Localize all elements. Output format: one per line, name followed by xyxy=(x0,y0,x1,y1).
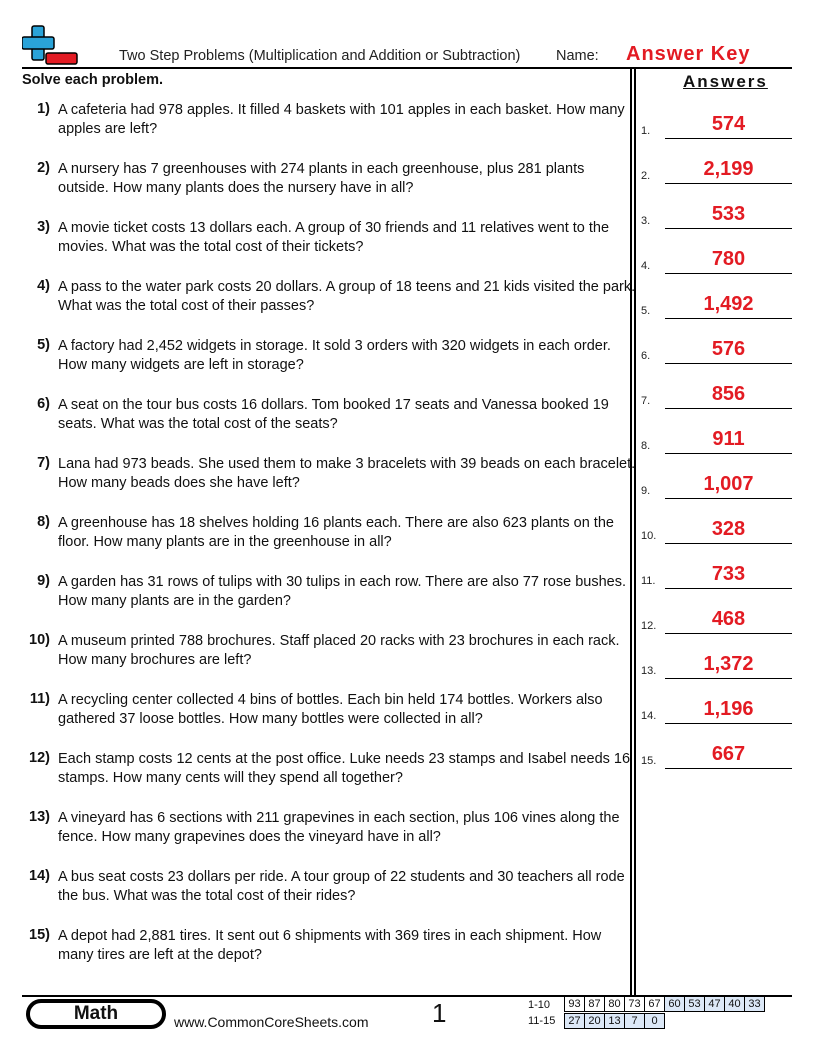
answer-number: 15. xyxy=(641,755,657,767)
answer-value: 468 xyxy=(711,608,746,630)
answer-number: 7. xyxy=(641,395,651,407)
problem-item xyxy=(22,396,632,446)
problem-number: 3) xyxy=(37,219,50,235)
score-table xyxy=(528,997,765,1029)
score-cell: 53 xyxy=(684,996,705,1012)
problem-text: A factory had 2,452 widgets in storage. It sold 3 orders with 320 widgets in each order. How many widgets are left in storage? xyxy=(58,338,611,373)
answers-heading: Answers xyxy=(683,72,768,91)
problem-text: A movie ticket costs 13 dollars each. A group of 30 friends and 11 relatives went to the movies. What was the total cost of their tickets? xyxy=(58,220,610,255)
problem-text: A greenhouse has 18 shelves holding 16 plants each. There are also 623 plants on the floor. How many plants are in the greenhouse in all? xyxy=(58,515,614,550)
answer-value: 328 xyxy=(711,518,746,540)
answer-value: 911 xyxy=(712,428,745,450)
answer-line xyxy=(665,633,792,634)
problem-number: 11) xyxy=(29,691,50,707)
answer-value: 1,372 xyxy=(703,653,754,675)
score-cell: 93 xyxy=(564,996,585,1012)
problem-number: 14) xyxy=(29,868,50,884)
score-cell: 80 xyxy=(604,996,625,1012)
problem-text: A recycling center collected 4 bins of bottles. Each bin held 174 bottles. Workers also gathered 37 loose bottles. How many bottles were collected in all? xyxy=(58,692,603,727)
answer-item xyxy=(641,469,793,499)
answer-value: 733 xyxy=(711,563,746,585)
problem-number: 8) xyxy=(37,514,50,530)
problem-number: 2) xyxy=(37,160,50,176)
answer-item xyxy=(641,109,793,139)
answer-number: 6. xyxy=(641,350,651,362)
score-range-label: 11-15 xyxy=(528,1015,556,1027)
answer-number: 11. xyxy=(641,575,656,587)
score-cell: 67 xyxy=(644,996,665,1012)
problem-item xyxy=(22,101,632,151)
score-cell: 73 xyxy=(624,996,645,1012)
answer-number: 9. xyxy=(641,485,651,497)
subject-badge xyxy=(26,999,166,1029)
subject-label: Math xyxy=(73,1003,119,1024)
answer-item xyxy=(641,514,793,544)
answer-line xyxy=(665,453,792,454)
answer-line xyxy=(665,183,792,184)
answer-item xyxy=(641,334,793,364)
answer-item xyxy=(641,244,793,274)
problem-text: A cafeteria had 978 apples. It filled 4 baskets with 101 apples in each basket. How many apples are left? xyxy=(58,102,625,137)
answer-value: 1,196 xyxy=(703,698,754,720)
answer-number: 14. xyxy=(641,710,657,722)
answer-value: 856 xyxy=(711,383,746,405)
problem-number: 7) xyxy=(37,455,50,471)
answer-number: 5. xyxy=(641,305,651,317)
problem-item xyxy=(22,691,632,741)
score-cell: 7 xyxy=(624,1013,645,1029)
answer-number: 4. xyxy=(641,260,651,272)
score-range-label: 1-10 xyxy=(528,999,551,1011)
answer-number: 12. xyxy=(641,620,657,632)
answer-item xyxy=(641,154,793,184)
answer-line xyxy=(665,228,792,229)
answer-value: 667 xyxy=(711,743,746,765)
answer-value: 574 xyxy=(711,113,746,135)
answer-item xyxy=(641,739,793,769)
answer-line xyxy=(665,768,792,769)
answer-value: 576 xyxy=(711,338,746,360)
problem-number: 9) xyxy=(37,573,50,589)
answer-value: 1,492 xyxy=(703,293,754,315)
problem-item xyxy=(22,868,632,918)
score-cell: 33 xyxy=(744,996,765,1012)
answer-line xyxy=(665,498,792,499)
page-number: 1 xyxy=(432,998,447,1028)
header-divider xyxy=(22,67,792,69)
problem-number: 10) xyxy=(29,632,50,648)
answer-line xyxy=(665,678,792,679)
problem-item xyxy=(22,632,632,682)
problem-item xyxy=(22,219,632,269)
answer-item xyxy=(641,694,793,724)
problem-item xyxy=(22,809,632,859)
problem-text: A bus seat costs 23 dollars per ride. A tour group of 22 students and 30 teachers all rode the bus. What was the total cost of their rides? xyxy=(58,869,625,904)
answer-value: 2,199 xyxy=(703,158,754,180)
answer-value: 533 xyxy=(711,203,746,225)
problem-number: 4) xyxy=(37,278,50,294)
problem-item xyxy=(22,514,632,564)
problem-item xyxy=(22,927,632,977)
answer-key-label: Answer Key xyxy=(626,43,751,65)
answer-line xyxy=(665,588,792,589)
answer-line xyxy=(665,723,792,724)
problem-text: A vineyard has 6 sections with 211 grapevines in each section, plus 106 vines along the fence. How many grapevines does the vineyard have in all? xyxy=(58,810,620,845)
answer-line xyxy=(665,138,792,139)
score-cell: 40 xyxy=(724,996,745,1012)
problem-text: A garden has 31 rows of tulips with 30 tulips in each row. There are also 77 rose bushes. How many plants are in the garden? xyxy=(58,574,626,609)
problem-text: A pass to the water park costs 20 dollars. A group of 18 teens and 21 kids visited the park. What was the total cost of their passes? xyxy=(58,279,636,314)
answer-number: 2. xyxy=(641,170,651,182)
instructions: Solve each problem. xyxy=(22,72,164,88)
score-cell: 0 xyxy=(644,1013,665,1029)
score-cell: 20 xyxy=(584,1013,605,1029)
problem-item xyxy=(22,455,636,505)
problem-text: Each stamp costs 12 cents at the post office. Luke needs 23 stamps and Isabel needs 16 stamps. How many cents will they spend all together? xyxy=(58,751,631,786)
answer-item xyxy=(641,604,793,634)
worksheet-title: Two Step Problems (Multiplication and Addition or Subtraction) xyxy=(119,48,521,64)
score-cell: 47 xyxy=(704,996,725,1012)
problem-item xyxy=(22,278,636,328)
answer-number: 13. xyxy=(641,665,657,677)
problem-text: Lana had 973 beads. She used them to make 3 bracelets with 39 beads on each bracelet. How many beads does she have left? xyxy=(58,456,636,491)
answer-value: 1,007 xyxy=(703,473,754,495)
answer-line xyxy=(665,363,792,364)
answer-item xyxy=(641,199,793,229)
problem-number: 12) xyxy=(29,750,50,766)
problem-number: 5) xyxy=(37,337,50,353)
problem-number: 1) xyxy=(37,101,50,117)
answer-item xyxy=(641,559,793,589)
answer-number: 10. xyxy=(641,530,657,542)
problem-text: A museum printed 788 brochures. Staff placed 20 racks with 23 brochures in each rack. How many brochures are left? xyxy=(58,633,620,668)
problem-text: A seat on the tour bus costs 16 dollars. Tom booked 17 seats and Vanessa booked 19 seats. What was the total cost of the seats? xyxy=(58,397,609,432)
answer-number: 3. xyxy=(641,215,651,227)
score-cell: 60 xyxy=(664,996,685,1012)
answer-item xyxy=(641,424,793,454)
answer-line xyxy=(665,273,792,274)
problem-text: A nursery has 7 greenhouses with 274 plants in each greenhouse, plus 281 plants outside. How many plants does the nursery have in all? xyxy=(58,161,585,196)
answer-line xyxy=(665,408,792,409)
answer-value: 780 xyxy=(711,248,746,270)
plus-minus-icon xyxy=(22,22,78,68)
answer-item xyxy=(641,289,793,319)
score-cell: 87 xyxy=(584,996,605,1012)
problem-number: 6) xyxy=(37,396,50,412)
problem-number: 15) xyxy=(29,927,50,943)
score-cell: 27 xyxy=(564,1013,585,1029)
answer-number: 1. xyxy=(641,125,651,137)
problem-item xyxy=(22,160,632,210)
problem-text: A depot had 2,881 tires. It sent out 6 shipments with 369 tires in each shipment. How many tires are left at the depot? xyxy=(58,928,602,963)
score-row xyxy=(528,1013,765,1029)
problem-item xyxy=(22,337,632,387)
answer-item xyxy=(641,649,793,679)
answer-line xyxy=(665,318,792,319)
name-label: Name: xyxy=(556,48,599,64)
answer-item xyxy=(641,379,793,409)
score-cell: 13 xyxy=(604,1013,625,1029)
answer-number: 8. xyxy=(641,440,651,452)
website-link[interactable]: www.CommonCoreSheets.com xyxy=(174,1014,369,1030)
answer-line xyxy=(665,543,792,544)
problem-item xyxy=(22,750,632,800)
score-row xyxy=(528,997,765,1013)
problem-number: 13) xyxy=(29,809,50,825)
problem-item xyxy=(22,573,632,623)
